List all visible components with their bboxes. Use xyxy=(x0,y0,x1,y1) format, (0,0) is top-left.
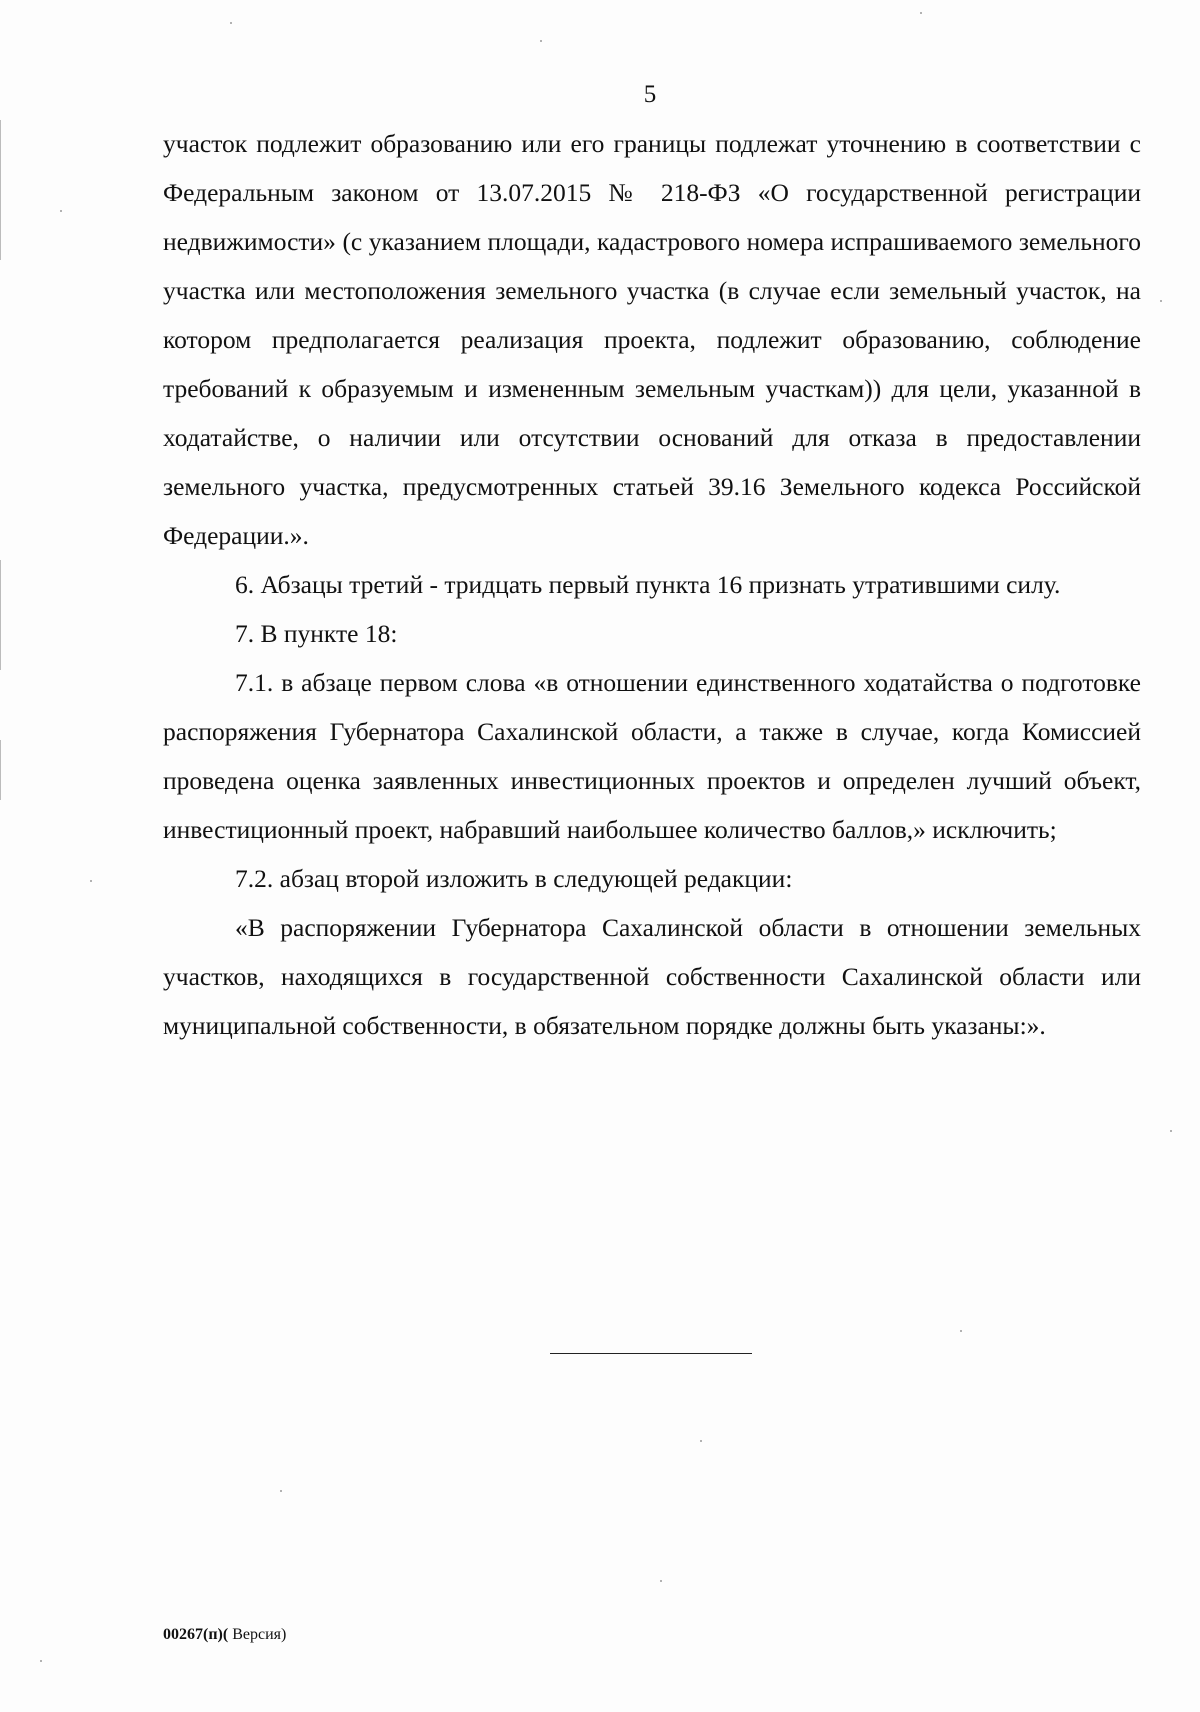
paragraph-item-7-2: 7.2. абзац второй изложить в следующей редакции: xyxy=(235,864,793,893)
paragraph-item-7-1: 7.1. в абзаце первом слова «в отношении единственного ходатайства о подготовке распоряжения Губернатора Сахалинской области, а также в случае, когда Комиссией проведена оценка заявленных инвестиционных проектов и определен лучший объект, инвестиционный проект, набравший наибольшее количество баллов,» исключить; xyxy=(163,668,1141,844)
scan-speck xyxy=(40,1660,42,1662)
paragraph-continuation: участок подлежит образованию или его границы подлежат уточнению в соответствии с Федеральным законом от 13.07.2015 № 218-ФЗ «О государственной регистрации недвижимости» (с указанием площади, кадастрового номера испрашиваемого земельного участка или местоположения земельного участка (в случае если земельный участок, на котором предполагается реализация проекта, подлежит образованию, соблюдение требований к образуемым и измененным земельным участкам)) для цели, указанной в ходатайстве, о наличии или отсутствии оснований для отказа в предоставлении земельного участка, предусмотренных статьей 39.16 Земельного кодекса Российской Федерации.». xyxy=(163,129,1141,550)
scan-edge-mark xyxy=(0,120,1,260)
scan-speck xyxy=(280,1490,282,1492)
scan-speck xyxy=(230,22,232,24)
page-number: 5 xyxy=(643,81,657,108)
scan-speck xyxy=(60,210,62,212)
scan-speck xyxy=(920,12,922,14)
scan-speck xyxy=(1160,300,1162,302)
footer-version-label: Версия) xyxy=(228,1626,287,1643)
document-body xyxy=(163,119,1141,1050)
end-separator-line xyxy=(550,1353,752,1354)
document-footer-code xyxy=(163,1626,286,1644)
scan-edge-mark xyxy=(0,560,1,670)
scan-speck xyxy=(540,40,542,42)
scan-speck xyxy=(1170,1130,1172,1132)
paragraph-item-6: 6. Абзацы третий - тридцать первый пункта 16 признать утратившими силу. xyxy=(235,570,1061,599)
scan-speck xyxy=(660,1580,662,1582)
paragraph-item-7: 7. В пункте 18: xyxy=(235,619,398,648)
scan-speck xyxy=(960,1330,962,1332)
footer-code-number: 00267(п)( xyxy=(163,1626,229,1643)
scan-speck xyxy=(90,880,92,882)
scan-edge-mark xyxy=(0,740,1,800)
scan-speck xyxy=(700,1440,702,1442)
paragraph-quoted-text: «В распоряжении Губернатора Сахалинской области в отношении земельных участков, находящихся в государственной собственности Сахалинской области или муниципальной собственности, в обязательном порядке должны быть указаны:». xyxy=(163,913,1141,1040)
